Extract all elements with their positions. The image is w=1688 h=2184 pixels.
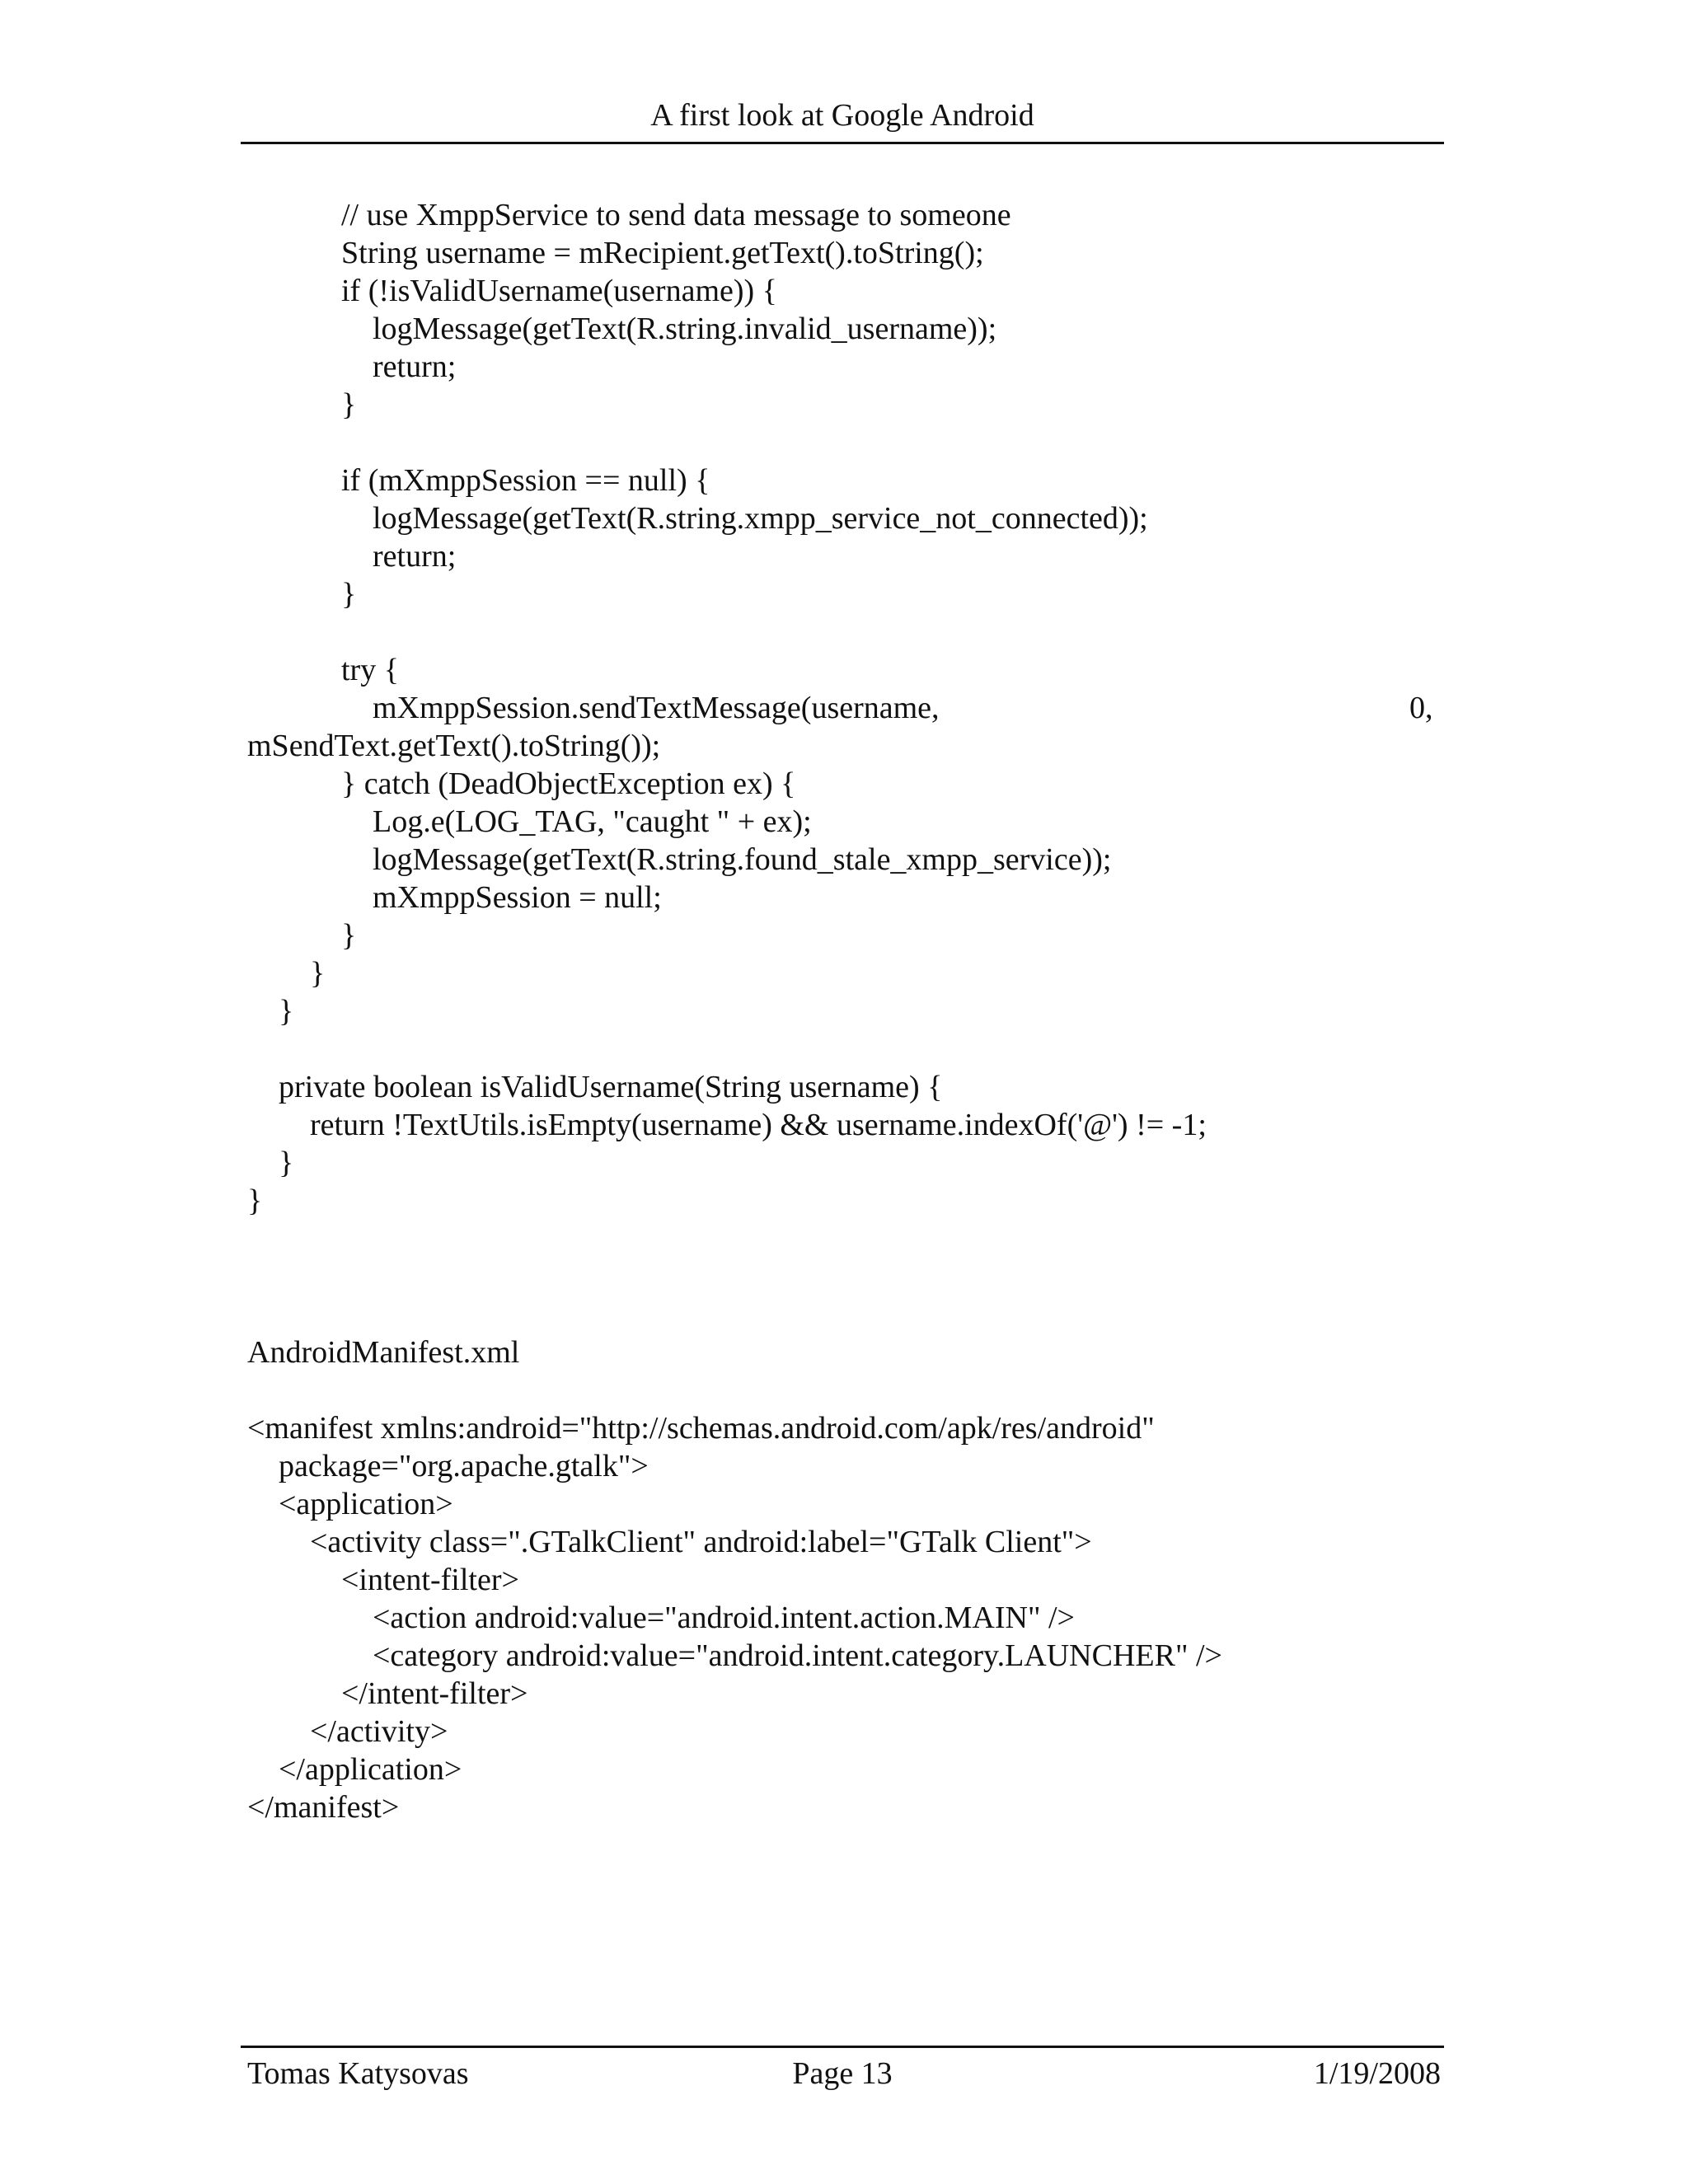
code-line bbox=[247, 954, 1207, 992]
footer-date: 1/19/2008 bbox=[1313, 2056, 1441, 2091]
code-line-trailing-token: 0, bbox=[1409, 691, 1433, 725]
code-line-text: <intent-filter> bbox=[247, 1563, 519, 1597]
footer-author: Tomas Katysovas bbox=[247, 2056, 469, 2091]
code-line-text: mXmppSession.sendTextMessage(username, bbox=[247, 691, 940, 725]
code-line bbox=[247, 992, 1207, 1030]
code-line bbox=[247, 537, 1207, 575]
section-title: AndroidManifest.xml bbox=[247, 1335, 520, 1370]
code-line-text: return !TextUtils.isEmpty(username) && username.indexOf('@') != -1; bbox=[247, 1108, 1207, 1142]
code-line-text: return; bbox=[247, 539, 457, 574]
code-line-text: mSendText.getText().toString()); bbox=[247, 729, 661, 763]
code-line bbox=[247, 1637, 1222, 1675]
code-line-text: <application> bbox=[247, 1487, 453, 1521]
code-line bbox=[247, 1144, 1207, 1182]
code-line-text: } bbox=[247, 918, 357, 953]
code-line bbox=[247, 1713, 1222, 1750]
code-line bbox=[247, 348, 1207, 386]
code-line bbox=[247, 575, 1207, 613]
code-line-text: logMessage(getText(R.string.invalid_username)); bbox=[247, 312, 997, 346]
code-line-text: logMessage(getText(R.string.found_stale_xmpp_service)); bbox=[247, 842, 1112, 877]
code-line-text: package="org.apache.gtalk"> bbox=[247, 1449, 649, 1483]
code-line bbox=[247, 803, 1207, 841]
code-line bbox=[247, 424, 1207, 462]
code-line bbox=[247, 499, 1207, 537]
code-line bbox=[247, 727, 1207, 765]
code-line-text: mXmppSession = null; bbox=[247, 880, 662, 915]
code-line-text: String username = mRecipient.getText().toString(); bbox=[247, 236, 984, 270]
code-line bbox=[247, 1447, 1222, 1485]
code-line-text: </manifest> bbox=[247, 1790, 400, 1825]
code-line bbox=[247, 1030, 1207, 1068]
code-line bbox=[247, 234, 1207, 272]
code-line-text: } bbox=[247, 1183, 263, 1218]
code-line-text: <manifest xmlns:android="http://schemas.android.com/apk/res/android" bbox=[247, 1411, 1155, 1446]
java-code-block bbox=[247, 196, 1433, 1220]
code-line bbox=[247, 1106, 1207, 1144]
manifest-code-block bbox=[247, 1409, 1222, 1826]
page-header bbox=[241, 97, 1444, 144]
code-line-text: if (mXmppSession == null) { bbox=[247, 463, 710, 498]
code-line bbox=[247, 1561, 1222, 1599]
footer-page-number: Page 13 bbox=[792, 2056, 893, 2091]
code-line-text: if (!isValidUsername(username)) { bbox=[247, 274, 777, 308]
code-line bbox=[247, 1409, 1222, 1447]
code-line-text: <category android:value="android.intent.category.LAUNCHER" /> bbox=[247, 1638, 1222, 1673]
code-line bbox=[247, 1068, 1207, 1106]
code-line bbox=[247, 462, 1207, 499]
code-line bbox=[247, 1523, 1222, 1561]
page-footer bbox=[241, 2046, 1444, 2097]
code-line-text: logMessage(getText(R.string.xmpp_service_not_connected)); bbox=[247, 501, 1148, 536]
code-line-text: } bbox=[247, 994, 294, 1029]
code-line bbox=[247, 272, 1207, 310]
code-line bbox=[247, 841, 1207, 879]
code-line bbox=[247, 613, 1207, 651]
code-line bbox=[247, 1750, 1222, 1788]
code-line bbox=[247, 689, 1433, 727]
code-line-text: <action android:value="android.intent.action.MAIN" /> bbox=[247, 1601, 1075, 1635]
code-line bbox=[247, 1599, 1222, 1637]
code-line bbox=[247, 765, 1207, 803]
code-line-text: } bbox=[247, 956, 326, 991]
code-line-text: </activity> bbox=[247, 1714, 448, 1749]
code-line bbox=[247, 1182, 1207, 1220]
code-line-text: Log.e(LOG_TAG, "caught " + ex); bbox=[247, 804, 812, 839]
code-line bbox=[247, 1675, 1222, 1713]
code-line bbox=[247, 196, 1207, 234]
code-line-text: } catch (DeadObjectException ex) { bbox=[247, 766, 796, 801]
code-line bbox=[247, 1788, 1222, 1826]
code-line-text: } bbox=[247, 387, 357, 422]
code-line bbox=[247, 651, 1207, 689]
code-line bbox=[247, 916, 1207, 954]
code-line bbox=[247, 386, 1207, 424]
code-line bbox=[247, 1485, 1222, 1523]
code-line-text: return; bbox=[247, 349, 457, 384]
code-line bbox=[247, 879, 1207, 916]
code-line-text: try { bbox=[247, 653, 399, 687]
code-line-text: <activity class=".GTalkClient" android:label="GTalk Client"> bbox=[247, 1525, 1092, 1559]
code-line-text: // use XmppService to send data message to someone bbox=[247, 198, 1011, 232]
code-line-text: } bbox=[247, 1146, 294, 1180]
document-title: A first look at Google Android bbox=[650, 98, 1034, 133]
code-line-text: </intent-filter> bbox=[247, 1676, 528, 1711]
code-line-text: private boolean isValidUsername(String username) { bbox=[247, 1070, 943, 1104]
code-line-text: </application> bbox=[247, 1752, 462, 1787]
code-line bbox=[247, 310, 1207, 348]
code-line-text: } bbox=[247, 577, 357, 612]
